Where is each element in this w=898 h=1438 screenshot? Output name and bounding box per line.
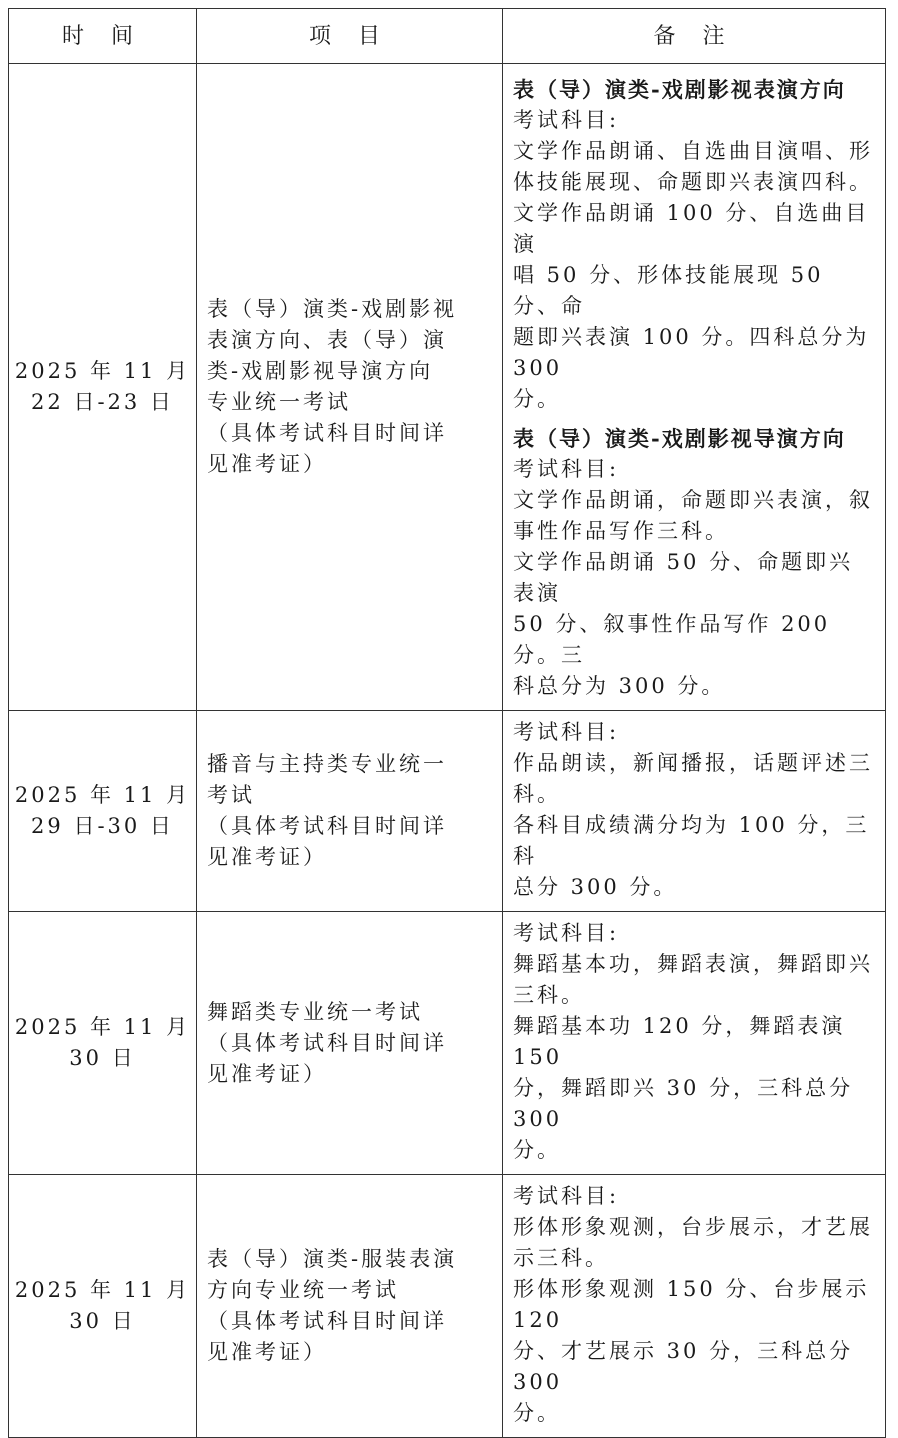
date-cell: 2025 年 11 月 30 日 (9, 912, 197, 1175)
notes-cell: 考试科目: 作品朗读，新闻播报，话题评述三 科。 各科目成绩满分均为 100 分，三科 总分 300 分。 (503, 711, 886, 912)
table-row (9, 64, 886, 711)
notes-section-title: 表（导）演类-戏剧影视表演方向 (513, 77, 846, 102)
exam-schedule-table (8, 8, 886, 1438)
header-project: 项 目 (197, 9, 503, 64)
notes-cell (503, 64, 886, 711)
notes-section-body: 考试科目: 文学作品朗诵、自选曲目演唱、形 体技能展现、命题即兴表演四科。 文学作品朗诵 100 分、自选曲目演 唱 50 分、形体技能展现 50 分、命 题即兴表演 100 分。四科总分为 300 分。 (513, 108, 873, 411)
notes-section-body: 考试科目: 文学作品朗诵，命题即兴表演，叙 事性作品写作三科。 文学作品朗诵 50 分、命题即兴表演 50 分、叙事性作品写作 200 分。三 科总分为 300 分。 (513, 457, 873, 698)
project-cell: 播音与主持类专业统一 考试 （具体考试科目时间详 见准考证） (197, 711, 503, 912)
header-time: 时 间 (9, 9, 197, 64)
date-cell: 2025 年 11 月 29 日-30 日 (9, 711, 197, 912)
notes-cell: 考试科目: 舞蹈基本功，舞蹈表演，舞蹈即兴 三科。 舞蹈基本功 120 分，舞蹈表演 150 分，舞蹈即兴 30 分，三科总分 300 分。 (503, 912, 886, 1175)
notes-cell: 考试科目: 形体形象观测，台步展示，才艺展 示三科。 形体形象观测 150 分、台步展示 120 分、才艺展示 30 分，三科总分 300 分。 (503, 1175, 886, 1438)
date-cell: 2025 年 11 月 30 日 (9, 1175, 197, 1438)
project-cell: 表（导）演类-戏剧影视 表演方向、表（导）演 类-戏剧影视导演方向 专业统一考试 （具体考试科目时间详 见准考证） (197, 64, 503, 711)
table-header-row (9, 9, 886, 64)
project-cell: 舞蹈类专业统一考试 （具体考试科目时间详 见准考证） (197, 912, 503, 1175)
project-cell: 表（导）演类-服装表演 方向专业统一考试 （具体考试科目时间详 见准考证） (197, 1175, 503, 1438)
notes-section-title: 表（导）演类-戏剧影视导演方向 (513, 426, 846, 451)
header-notes: 备 注 (503, 9, 886, 64)
table-row (9, 1175, 886, 1438)
date-cell: 2025 年 11 月 22 日-23 日 (9, 64, 197, 711)
table-row (9, 912, 886, 1175)
table-row (9, 711, 886, 912)
